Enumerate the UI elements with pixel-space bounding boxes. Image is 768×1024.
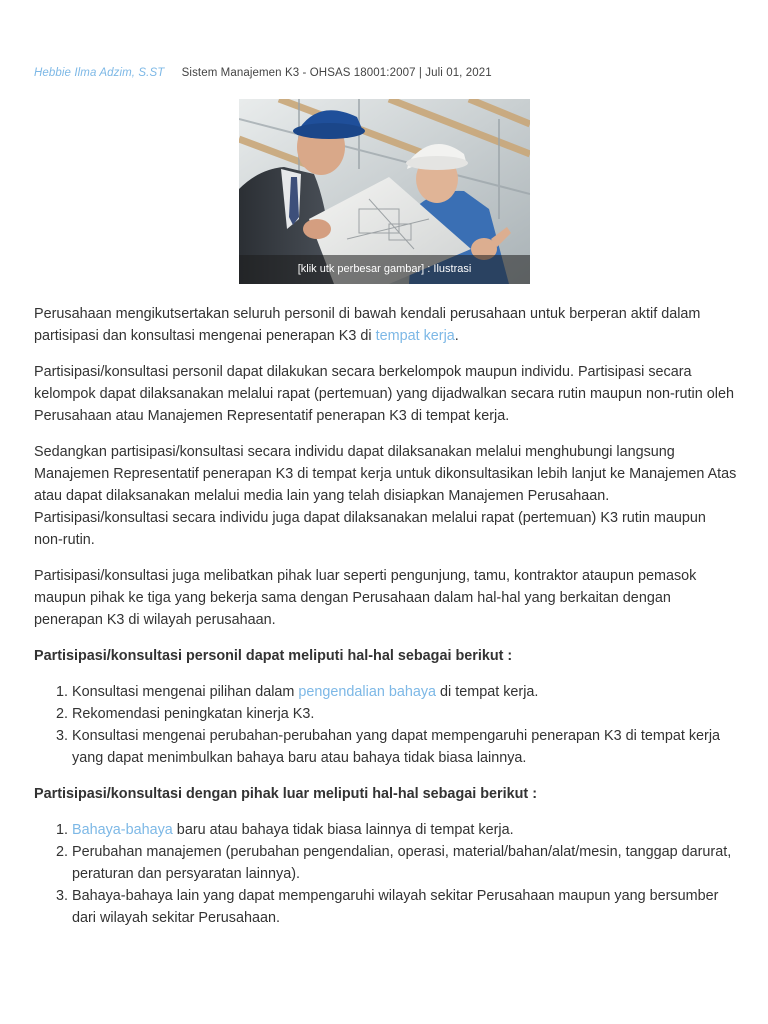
post-meta [34, 67, 492, 79]
list-item: 2. Rekomendasi peningkatan kinerja K3. [72, 703, 738, 725]
list-item: 3. Konsultasi mengenai perubahan-perubahan yang dapat mempengaruhi penerapan K3 di tempat kerja yang dapat menimbulkan bahaya baru atau bahaya tidak biasa lainnya. [72, 725, 738, 769]
post-info: Sistem Manajemen K3 - OHSAS 18001:2007 | Juli 01, 2021 [181, 67, 492, 79]
list-item [72, 681, 738, 703]
paragraph-2: Partisipasi/konsultasi personil dapat dilakukan secara berkelompok maupun individu. Partisipasi secara kelompok dapat dilaksanakan melalui rapat (pertemuan) yang dijadwalkan secara rutin maupun non-rutin oleh Perusahaan atau Manajemen Representatif penerapan K3 di tempat kerja. [34, 364, 734, 424]
image-caption: [klik utk perbesar gambar] : Ilustrasi [239, 255, 530, 284]
tempat-kerja-link[interactable]: tempat kerja [375, 328, 455, 344]
paragraph-1 [34, 303, 738, 347]
section-heading-pihak-luar: Partisipasi/konsultasi dengan pihak luar meliputi hal-hal sebagai berikut : [34, 786, 537, 802]
list-item: 2. Perubahan manajemen (perubahan pengendalian, operasi, material/bahan/alat/mesin, tanggap darurat, peraturan dan persyaratan lainnya). [72, 841, 738, 885]
article-body [34, 303, 738, 943]
section-heading-personil: Partisipasi/konsultasi personil dapat meliputi hal-hal sebagai berikut : [34, 648, 513, 664]
list-item [72, 819, 738, 841]
pengendalian-bahaya-link[interactable]: pengendalian bahaya [298, 684, 437, 700]
paragraph-4: Partisipasi/konsultasi juga melibatkan pihak luar seperti pengunjung, tamu, kontraktor ataupun pemasok maupun pihak ke tiga yang bekerja sama dengan Perusahaan dalam hal-hal yang berkaitan dengan penerapan K3 di wilayah perusahaan. [34, 568, 697, 628]
list-item-text: Konsultasi mengenai pilihan dalam [72, 684, 299, 700]
paragraph-3: Sedangkan partisipasi/konsultasi secara individu dapat dilaksanakan melalui menghubungi langsung Manajemen Representatif penerapan K3 di tempat kerja untuk dikonsultasikan lebih lanjut ke Manajemen Atas atau dapat dilaksanakan melalui media lain yang telah disiapkan Manajemen Perusahaan. Partisipasi/konsultasi secara individu juga dapat dilaksanakan melalui rapat (pertemuan) K3 rutin maupun non-rutin. [34, 444, 737, 548]
list-personil [34, 681, 738, 769]
list-pihak-luar [34, 819, 738, 929]
paragraph-1-end: . [454, 328, 459, 344]
list-item-text: di tempat kerja. [436, 684, 539, 700]
list-item-text: baru atau bahaya tidak biasa lainnya di tempat kerja. [172, 822, 514, 838]
bahaya-bahaya-link[interactable]: Bahaya-bahaya [72, 822, 173, 838]
paragraph-1-text: Perusahaan mengikutsertakan seluruh personil di bawah kendali perusahaan untuk berperan aktif dalam partisipasi dan konsultasi mengenai penerapan K3 di [34, 306, 701, 344]
author-link[interactable]: Hebbie Ilma Adzim, S.ST [34, 67, 165, 79]
article-image[interactable] [239, 99, 530, 284]
list-item: 3. Bahaya-bahaya lain yang dapat mempengaruhi wilayah sekitar Perusahaan maupun yang bersumber dari wilayah sekitar Perusahaan. [72, 885, 738, 929]
